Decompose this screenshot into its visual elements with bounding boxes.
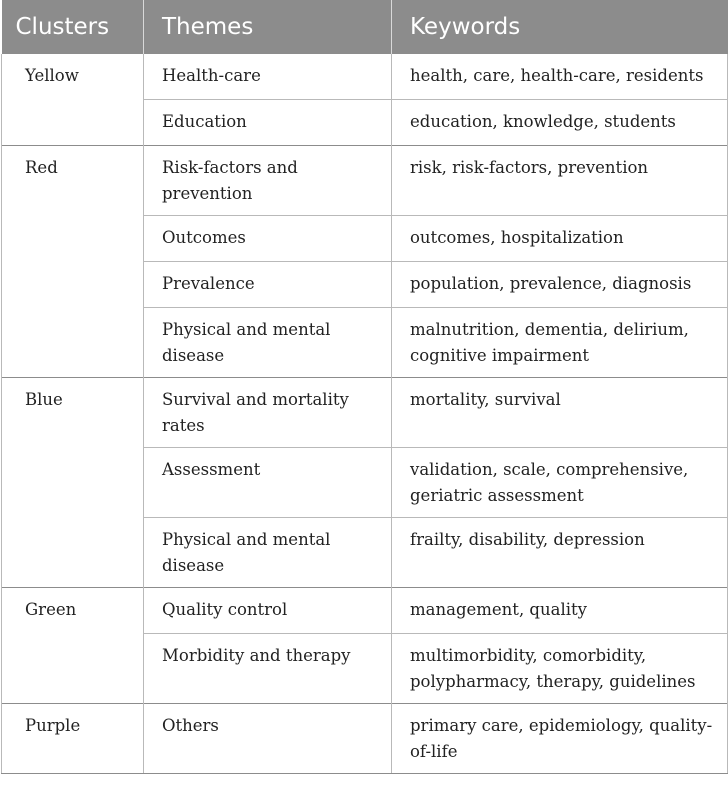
keywords-cell: malnutrition, dementia, delirium, cognitive impairment: [392, 308, 728, 378]
theme-cell: Assessment: [144, 448, 392, 518]
header-themes: Themes: [144, 0, 392, 54]
header-row: [2, 0, 728, 54]
keywords-cell: risk, risk-factors, prevention: [392, 146, 728, 216]
keywords-cell: population, prevalence, diagnosis: [392, 262, 728, 308]
theme-cell: Morbidity and therapy: [144, 634, 392, 704]
keywords-cell: validation, scale, comprehensive, geriatric assessment: [392, 448, 728, 518]
theme-cell: Outcomes: [144, 216, 392, 262]
table-body: [2, 54, 728, 774]
keywords-cell: mortality, survival: [392, 378, 728, 448]
theme-cell: Survival and mortality rates: [144, 378, 392, 448]
table-row: [2, 378, 728, 448]
cluster-cell-blue: Blue: [2, 378, 144, 588]
keywords-cell: education, knowledge, students: [392, 100, 728, 146]
cluster-cell-yellow: Yellow: [2, 54, 144, 146]
header-clusters: Clusters: [2, 0, 144, 54]
keywords-cell: management, quality: [392, 588, 728, 634]
cluster-cell-purple: Purple: [2, 704, 144, 774]
theme-cell: Health-care: [144, 54, 392, 100]
table-row: [2, 146, 728, 216]
table-row: [2, 588, 728, 634]
keywords-cell: health, care, health-care, residents: [392, 54, 728, 100]
keywords-cell: outcomes, hospitalization: [392, 216, 728, 262]
theme-cell: Physical and mental disease: [144, 518, 392, 588]
cluster-cell-green: Green: [2, 588, 144, 704]
theme-cell: Prevalence: [144, 262, 392, 308]
theme-cell: Risk-factors and prevention: [144, 146, 392, 216]
clusters-table: [1, 0, 728, 774]
cluster-cell-red: Red: [2, 146, 144, 378]
table-header: [2, 0, 728, 54]
theme-cell: Education: [144, 100, 392, 146]
theme-cell: Physical and mental disease: [144, 308, 392, 378]
theme-cell: Quality control: [144, 588, 392, 634]
keywords-cell: frailty, disability, depression: [392, 518, 728, 588]
keywords-cell: primary care, epidemiology, quality-of-life: [392, 704, 728, 774]
header-keywords: Keywords: [392, 0, 728, 54]
theme-cell: Others: [144, 704, 392, 774]
keywords-cell: multimorbidity, comorbidity, polypharmacy, therapy, guidelines: [392, 634, 728, 704]
table-row: [2, 54, 728, 100]
table-row: [2, 704, 728, 774]
